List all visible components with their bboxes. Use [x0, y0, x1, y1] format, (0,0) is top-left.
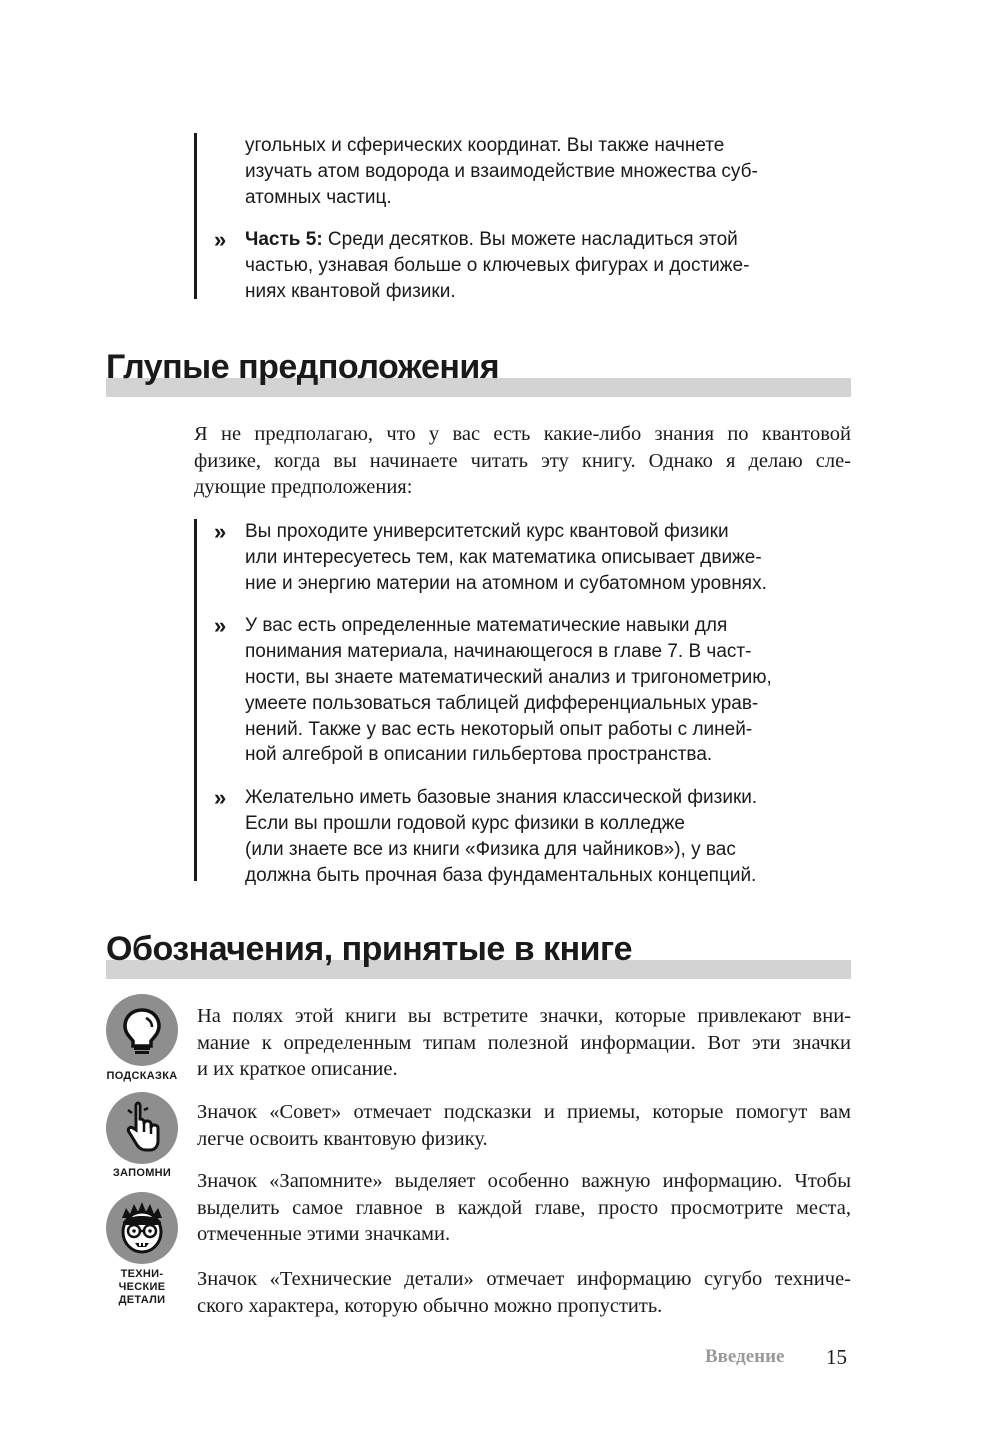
- remember-icon-label: ЗАПОМНИ: [112, 1167, 172, 1179]
- list-item: » Желательно иметь базовые знания классической физики. Если вы прошли годовой курс физики в колледже (или знаете все из книги «Физика для чайников»), у вас должна быть прочная база фундаментальных концепций.: [214, 785, 758, 886]
- bullet-continuation: угольных и сферических координат. Вы также начнете изучать атом водорода и взаимодействие множества суб- атомных частиц.: [245, 135, 758, 208]
- technical-paragraph: Значок «Технические детали» отмечает информацию сугубо техниче- ского характера, которую обычно можно пропустить.: [197, 1268, 851, 1317]
- page-number: 15: [826, 1345, 847, 1369]
- top-bullet-block: [194, 133, 817, 302]
- bullet-chevron-icon: »: [214, 227, 227, 253]
- hand-finger-icon: [106, 1092, 178, 1164]
- bullet-item-part5: » Часть 5: Среди десятков. Вы можете насладиться этой частью, узнавая больше о ключевых фигурах и достиже- ниях квантовой физики.: [214, 227, 750, 302]
- assumptions-intro: Я не предполагаю, что у вас есть какие-либо знания по квантовой физике, когда вы начинаете читать эту книгу. Однако я делаю сле- дующие предположения:: [194, 423, 851, 498]
- running-footer-title: Введение: [705, 1346, 785, 1367]
- technical-icon-label: ТЕХНИ- ЧЕСКИЕ ДЕТАЛИ: [118, 1268, 166, 1306]
- remember-paragraph: Значок «Запомните» выделяет особенно важную информацию. Чтобы выделить самое главное в каждой главе, просто просмотрите места, отмеченные этими значками.: [197, 1170, 851, 1245]
- tip-icon-label: ПОДСКАЗКА: [106, 1070, 178, 1082]
- icons-intro-paragraph: На полях этой книги вы встретите значки, которые привлекают вни- мание к определенным типам полезной информации. Вот эти значки и их краткое описание.: [197, 1005, 851, 1080]
- assumptions-list: [194, 519, 817, 886]
- list-item: » У вас есть определенные математические навыки для понимания материала, начинающегося в главе 7. В част- ности, вы знаете математический анализ и тригонометрию, умеете пользоваться таблицей дифференциальных урав- нений. Также у вас есть некоторый опыт работы с линей- ной алгеброй в описании гильбертова пространства.: [214, 613, 772, 766]
- section-heading-icons: Обозначения, принятые в книге: [106, 926, 851, 982]
- lightbulb-icon: [106, 994, 178, 1066]
- bullet-chevron-icon: »: [214, 785, 227, 811]
- section-heading-assumptions: Глупые предположения: [106, 344, 851, 400]
- bullet-chevron-icon: »: [214, 519, 227, 544]
- nerd-face-icon: [106, 1192, 178, 1264]
- tip-paragraph: Значок «Совет» отмечает подсказки и приемы, которые помогут вам легче освоить квантовую физику.: [197, 1101, 851, 1150]
- bullet-chevron-icon: »: [214, 613, 227, 639]
- list-item: » Вы проходите университетский курс квантовой физики или интересуетесь тем, как математика описывает движе- ние и энергию материи на атомном и субатомном уровнях.: [214, 519, 767, 594]
